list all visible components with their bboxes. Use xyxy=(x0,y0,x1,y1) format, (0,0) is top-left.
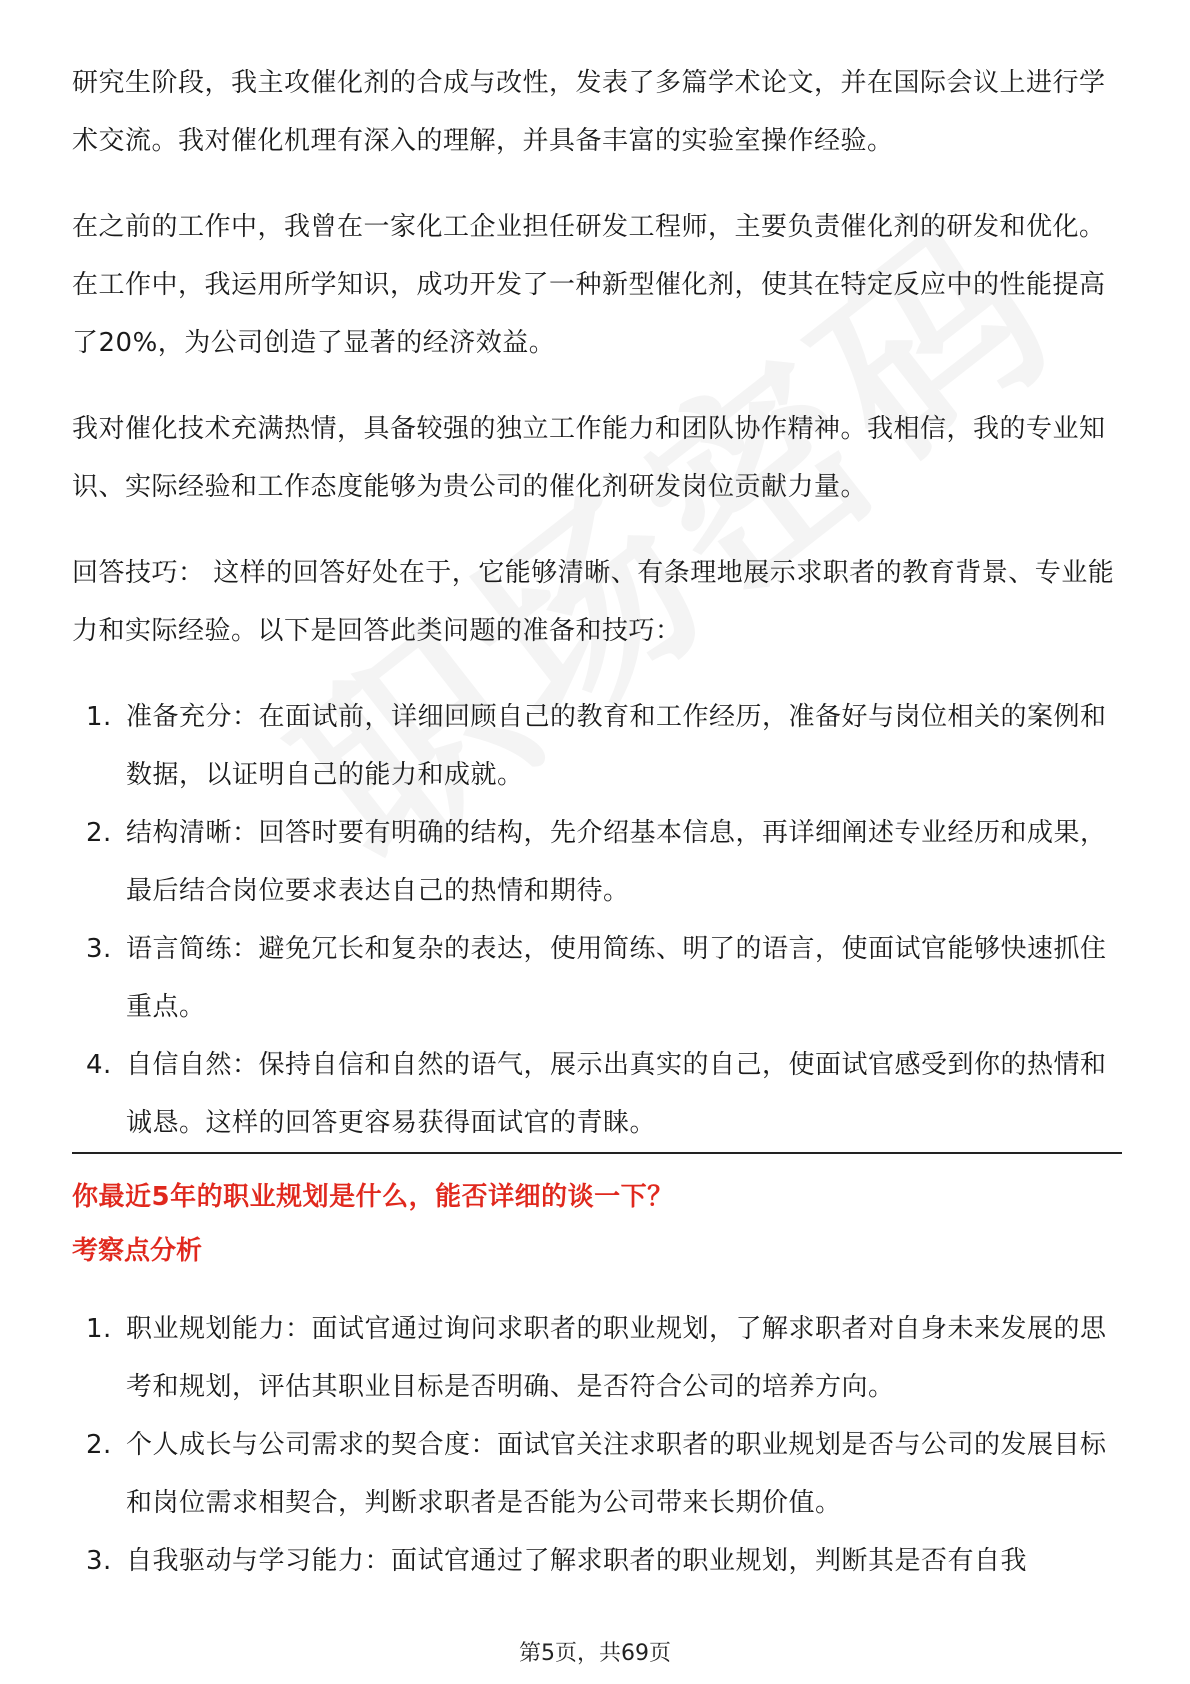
list-item-text: 自我驱动与学习能力：面试官通过了解求职者的职业规划，判断其是否有自我 xyxy=(126,1546,1028,1576)
list-item-text: 自信自然：保持自信和自然的语气，展示出真实的自己，使面试官感受到你的热情和诚恳。这样的回答更容易获得面试官的青睐。 xyxy=(126,1050,1107,1138)
list-item xyxy=(72,804,1122,920)
list-number: 3. xyxy=(86,1546,112,1576)
question-title: 你最近5年的职业规划是什么，能否详细的谈一下？ xyxy=(72,1182,674,1212)
list-item-text: 语言简练：避免冗长和复杂的表达，使用简练、明了的语言，使面试官能够快速抓住重点。 xyxy=(126,934,1107,1022)
list-item xyxy=(72,1532,1122,1590)
list-number: 1. xyxy=(86,1314,112,1344)
list-item xyxy=(72,1416,1122,1532)
list-item xyxy=(72,688,1122,804)
list-number: 1. xyxy=(86,702,112,732)
paragraph-answer-tips: 回答技巧： 这样的回答好处在于，它能够清晰、有条理地展示求职者的教育背景、专业能力和实际经验。以下是回答此类问题的准备和技巧： xyxy=(72,558,1115,646)
paragraph-research: 研究生阶段，我主攻催化剂的合成与改性，发表了多篇学术论文，并在国际会议上进行学术交流。我对催化机理有深入的理解，并具备丰富的实验室操作经验。 xyxy=(72,68,1106,156)
list-number: 3. xyxy=(86,934,112,964)
list-number: 4. xyxy=(86,1050,112,1080)
list-number: 2. xyxy=(86,818,112,848)
list-item xyxy=(72,1036,1122,1152)
list-item-text: 准备充分：在面试前，详细回顾自己的教育和工作经历，准备好与岗位相关的案例和数据，以证明自己的能力和成就。 xyxy=(126,702,1107,790)
section-heading: 考察点分析 xyxy=(72,1236,203,1266)
paragraph-work-experience: 在之前的工作中，我曾在一家化工企业担任研发工程师，主要负责催化剂的研发和优化。在工作中，我运用所学知识，成功开发了一种新型催化剂，使其在特定反应中的性能提高了20%，为公司创造了显著的经济效益。 xyxy=(72,212,1106,358)
list-item xyxy=(72,920,1122,1036)
page-footer: 第5页，共69页 xyxy=(519,1641,671,1666)
list-item xyxy=(72,1300,1122,1416)
analysis-points-list xyxy=(72,1300,1122,1590)
list-item-text: 个人成长与公司需求的契合度：面试官关注求职者的职业规划是否与公司的发展目标和岗位需求相契合，判断求职者是否能为公司带来长期价值。 xyxy=(126,1430,1107,1518)
tips-list xyxy=(72,688,1122,1152)
section-divider xyxy=(72,1152,1122,1154)
list-item-text: 职业规划能力：面试官通过询问求职者的职业规划，了解求职者对自身未来发展的思考和规划，评估其职业目标是否明确、是否符合公司的培养方向。 xyxy=(126,1314,1107,1402)
page-content xyxy=(72,54,1122,1590)
list-number: 2. xyxy=(86,1430,112,1460)
paragraph-passion: 我对催化技术充满热情，具备较强的独立工作能力和团队协作精神。我相信，我的专业知识、实际经验和工作态度能够为贵公司的催化剂研发岗位贡献力量。 xyxy=(72,414,1106,502)
list-item-text: 结构清晰：回答时要有明确的结构，先介绍基本信息，再详细阐述专业经历和成果，最后结合岗位要求表达自己的热情和期待。 xyxy=(126,818,1107,906)
